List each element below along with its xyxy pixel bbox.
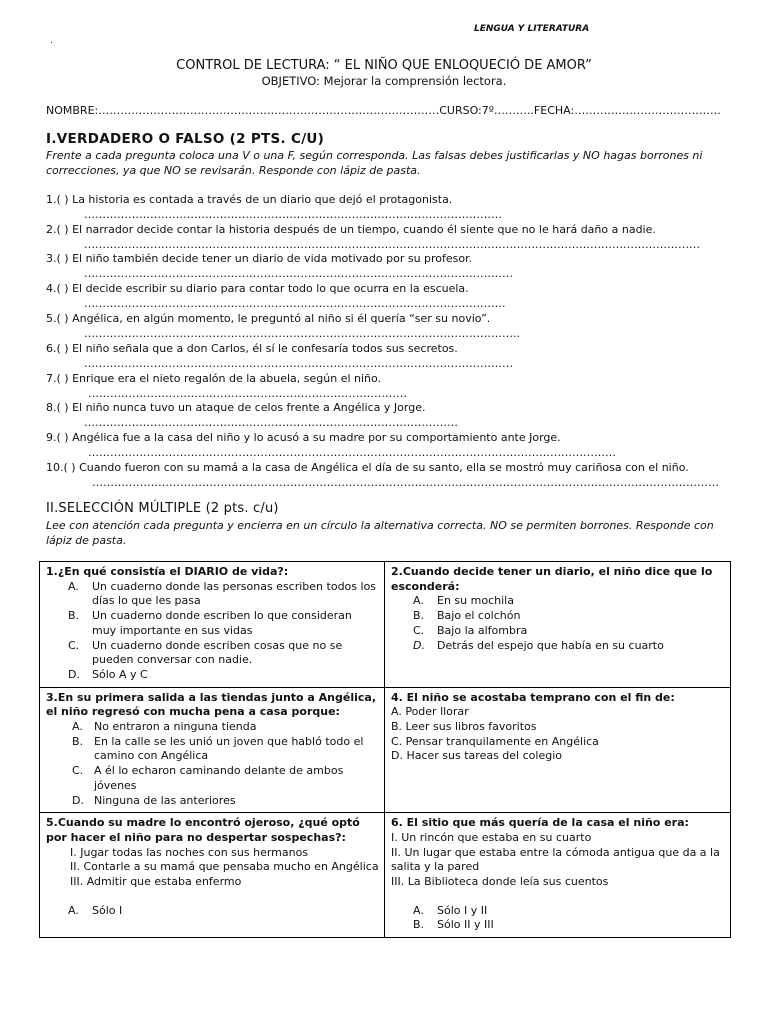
option-4c[interactable]: C. Pensar tranquilamente en Angélica	[391, 734, 599, 748]
objective-text: OBJETIVO: Mejorar la comprensión lectora.	[261, 74, 507, 88]
option-6b[interactable]: B. Sólo II y III	[413, 918, 494, 932]
justification-line[interactable]: ……………………………………………………………………………………………………	[84, 208, 502, 221]
option-1d[interactable]: D. Sólo A y C	[68, 667, 148, 681]
option-4b[interactable]: B. Leer sus libros favoritos	[391, 720, 537, 734]
stray-dot: .	[50, 36, 53, 46]
true-false-item[interactable]: 5.( ) Angélica, en algún momento, le preguntó al niño si él quería “ser su novio”.	[46, 312, 491, 325]
statement-5-ii: II. Contarle a su mamá que pensaba mucho en Angélica	[70, 860, 379, 874]
multiple-choice-table	[39, 561, 731, 938]
question-4: 4. El niño se acostaba temprano con el fin de:	[391, 690, 675, 704]
question-6: 6. El sitio que más quería de la casa el niño era:	[391, 816, 689, 830]
statement-6-iii: III. La Biblioteca donde leía sus cuentos	[391, 875, 609, 889]
option-2b[interactable]: B. Bajo el colchón	[413, 609, 521, 623]
true-false-item[interactable]: 7.( ) Enrique era el nieto regalón de la abuela, según el niño.	[46, 372, 382, 385]
question-1: 1.¿En qué consistía el DIARIO de vida?:	[46, 565, 289, 578]
option-3b[interactable]: B. En la calle se les unió un joven que habló todo el camino con Angélica	[72, 734, 364, 763]
justification-line[interactable]: ………………………………………………………………………………………………………………………………………………………	[92, 476, 719, 489]
justification-line[interactable]: ………………………………………………………………………………………………………………………………	[88, 446, 616, 459]
question-2-cell	[385, 562, 731, 688]
option-3a[interactable]: A. No entraron a ninguna tienda	[72, 720, 257, 734]
question-3-cell	[40, 687, 385, 813]
option-5a[interactable]: A. Sólo I	[68, 903, 123, 917]
section1-title: I.VERDADERO O FALSO (2 PTS. C/U)	[46, 131, 325, 147]
option-6a[interactable]: A. Sólo I y II	[413, 903, 488, 917]
option-4d[interactable]: D. Hacer sus tareas del colegio	[391, 749, 562, 763]
question-5-cell	[40, 813, 385, 938]
true-false-item[interactable]: 2.( ) El narrador decide contar la historia después de un tiempo, cuando él siente que no le hará daño a nadie.	[46, 223, 656, 236]
true-false-item[interactable]: 8.( ) El niño nunca tuvo un ataque de celos frente a Angélica y Jorge.	[46, 401, 426, 414]
option-2d[interactable]: D. Detrás del espejo que había en su cuarto	[413, 638, 664, 652]
justification-line[interactable]: ………………………………………………………………………………………………………	[84, 357, 513, 370]
justification-line[interactable]: …………………………………………………………………………………………………….	[84, 297, 506, 310]
question-5: 5.Cuando su madre lo encontró ojeroso, ¿qué optó por hacer el niño para no despertar sospechas?:	[46, 816, 360, 844]
statement-5-i: I. Jugar todas las noches con sus hermanos	[70, 845, 309, 859]
option-4a[interactable]: A. Poder llorar	[391, 705, 469, 719]
statement-5-iii: III. Admitir que estaba enfermo	[70, 875, 242, 889]
option-3d[interactable]: D. Ninguna de las anteriores	[72, 793, 236, 807]
section2-instructions: Lee con atención cada pregunta y encierra en un círculo la alternativa correcta. NO se permiten borrones. Responde con lápiz de pasta.	[46, 519, 714, 547]
section1-instructions: Frente a cada pregunta coloca una V o una F, según corresponda. Las falsas debes justificarlas y NO hagas borrones ni correcciones, ya que NO se revisarán. Responde con lápiz de pasta.	[46, 149, 703, 177]
option-2a[interactable]: A. En su mochila	[413, 594, 514, 608]
option-2c[interactable]: C. Bajo la alfombra	[413, 623, 528, 637]
question-3: 3.En su primera salida a las tiendas junto a Angélica, el niño regresó con mucha pena a casa porque:	[46, 690, 377, 719]
true-false-item[interactable]: 1.( ) La historia es contada a través de un diario que dejó el protagonista.	[46, 193, 453, 206]
justification-line[interactable]: ………………………………………………………………………………………………………	[84, 267, 513, 280]
true-false-item[interactable]: 6.( ) El niño señala que a don Carlos, él sí le confesaría todos sus secretos.	[46, 342, 458, 355]
option-1b[interactable]: B. Un cuaderno donde escriben lo que consideran muy importante en sus vidas	[68, 609, 352, 637]
true-false-item[interactable]: 9.( ) Angélica fue a la casa del niño y lo acusó a su madre por su comportamiento ante Jorge.	[46, 431, 561, 444]
section2-title: II.SELECCIÓN MÚLTIPLE (2 pts. c/u)	[46, 501, 279, 516]
subject-label: LENGUA Y LITERATURA	[474, 24, 590, 34]
true-false-item[interactable]: 10.( ) Cuando fueron con su mamá a la casa de Angélica el día de su santo, ella se mostró muy cariñosa con el niño.	[46, 461, 689, 474]
justification-line[interactable]: ……………………………………………………………………………	[88, 387, 407, 400]
question-2: 2.Cuando decide tener un diario, el niño dice que lo esconderá:	[391, 565, 713, 593]
statement-6-ii: II. Un lugar que estaba entre la cómoda antigua que da a la salita y la pared	[391, 845, 720, 874]
question-1-cell	[40, 562, 385, 688]
justification-line[interactable]: …………………………………………………………………………………………	[84, 416, 458, 429]
student-info-line: NOMBRE:…………………………………………………………………………………CURSO:7º………..FECHA:………………………………….	[46, 104, 721, 117]
justification-line[interactable]: ………………………………………………………………………………………………………..	[84, 327, 520, 340]
true-false-item[interactable]: 3.( ) El niño también decide tener un diario de vida motivado por su profesor.	[46, 252, 473, 265]
justification-line[interactable]: ……………………………………………………………………………………………………………………………………………………	[84, 238, 700, 251]
statement-6-i: I. Un rincón que estaba en su cuarto	[391, 830, 592, 844]
question-6-cell	[385, 813, 731, 938]
true-false-item[interactable]: 4.( ) El decide escribir su diario para contar todo lo que ocurra en la escuela.	[46, 282, 469, 295]
option-3c[interactable]: C. A él lo echaron caminando delante de ambos jóvenes	[72, 764, 344, 792]
option-1c[interactable]: C. Un cuaderno donde escriben cosas que no se pueden conversar con nadie.	[68, 638, 343, 667]
page-title: CONTROL DE LECTURA: “ EL NIÑO QUE ENLOQUECIÓ DE AMOR”	[176, 58, 592, 73]
option-1a[interactable]: A. Un cuaderno donde las personas escriben todos los días lo que les pasa	[68, 579, 377, 608]
question-4-cell	[385, 687, 731, 813]
